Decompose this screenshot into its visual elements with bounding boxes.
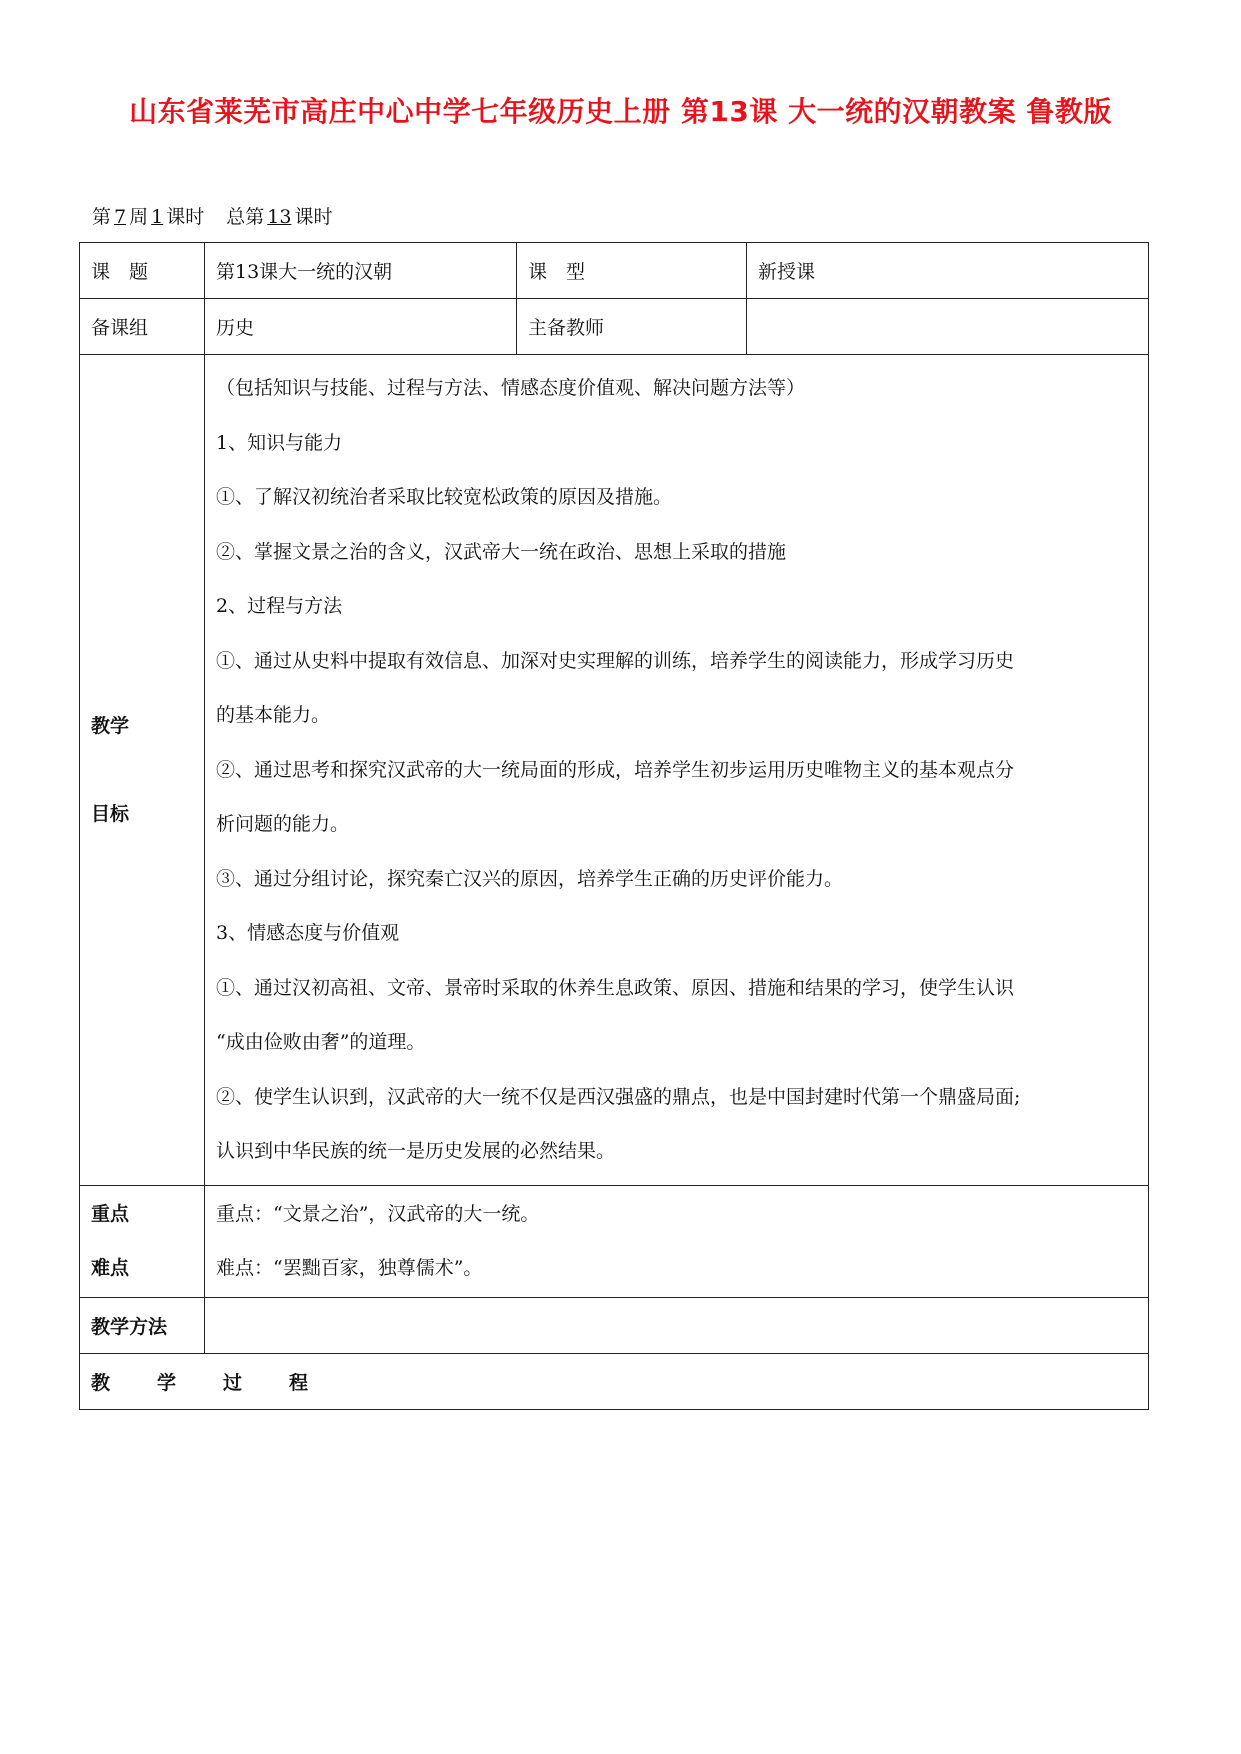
objective-line: 认识到中华民族的统一是历史发展的必然结果。 [216,1140,616,1162]
group-label: 备课组 [80,299,205,355]
objective-line: ①、了解汉初统治者采取比较宽松政策的原因及措施。 [216,486,673,508]
method-label: 教学方法 [80,1297,205,1353]
objective-line: ①、通过从史料中提取有效信息、加深对史实理解的训练，培养学生的阅读能力，形成学习历史 [216,649,1015,672]
objective-line: ②、通过思考和探究汉武帝的大一统局面的形成，培养学生初步运用历史唯物主义的基本观点分 [216,758,1015,781]
key-point: 重点：“文景之治”，汉武帝的大一统。 [216,1203,540,1225]
key-difficult-label [80,1185,205,1297]
table-row [80,299,1149,355]
document-title: 山东省莱芜市高庄中心中学七年级历史上册 第13课 大一统的汉朝教案 鲁教版 [129,95,1112,128]
topic-label: 课 题 [80,243,205,299]
total-prefix: 总第 [226,206,265,228]
week-number: 7 [114,206,127,228]
key-label: 重点 [91,1203,130,1225]
process-char: 学 [157,1371,177,1394]
week-prefix: 第 [92,206,112,228]
teacher-label: 主备教师 [517,299,747,355]
objective-line: 2、过程与方法 [216,595,343,617]
table-row [80,355,1149,1186]
process-char: 过 [223,1371,243,1394]
difficult-point: 难点：“罢黜百家，独尊儒术”。 [216,1257,483,1279]
key-difficult-content [205,1185,1149,1297]
lesson-suffix: 课时 [166,206,205,228]
objectives-label-line: 教学 [91,714,130,737]
objective-line: ②、掌握文景之治的含义，汉武帝大一统在政治、思想上采取的措施 [216,540,787,563]
difficult-label: 难点 [91,1257,130,1279]
objective-line: 3、情感态度与价值观 [216,922,400,944]
teacher-value [747,299,1149,355]
lesson-plan-table [79,242,1149,1410]
objective-line: 1、知识与能力 [216,431,343,454]
lesson-number: 1 [151,206,164,228]
process-char: 程 [289,1371,309,1394]
table-row [80,1297,1149,1353]
process-char: 教 [91,1371,111,1394]
table-row [80,243,1149,299]
objectives-content [205,355,1149,1186]
objective-line: ①、通过汉初高祖、文帝、景帝时采取的休养生息政策、原因、措施和结果的学习，使学生认识 [216,976,1015,999]
group-value: 历史 [205,299,517,355]
method-value [205,1297,1149,1353]
objective-line: （包括知识与技能、过程与方法、情感态度价值观、解决问题方法等） [216,377,806,399]
table-row [80,1353,1149,1409]
total-number: 13 [267,206,292,228]
type-value: 新授课 [747,243,1149,299]
process-heading [80,1353,1149,1409]
objective-line: 的基本能力。 [216,704,331,726]
lesson-meta [92,202,332,229]
objective-line: ③、通过分组讨论，探究秦亡汉兴的原因，培养学生正确的历史评价能力。 [216,867,844,890]
objectives-label-line: 目标 [91,802,130,825]
topic-value: 第13课大一统的汉朝 [205,243,517,299]
table-row [80,1185,1149,1297]
objectives-label [80,355,205,1186]
type-label: 课 型 [517,243,747,299]
objective-line: 析问题的能力。 [216,813,350,835]
week-suffix: 周 [129,206,149,228]
total-suffix: 课时 [294,206,333,228]
objective-line: “成由俭败由奢”的道理。 [216,1031,426,1053]
objective-line: ②、使学生认识到，汉武帝的大一统不仅是西汉强盛的鼎点，也是中国封建时代第一个鼎盛局面; [216,1085,1021,1108]
